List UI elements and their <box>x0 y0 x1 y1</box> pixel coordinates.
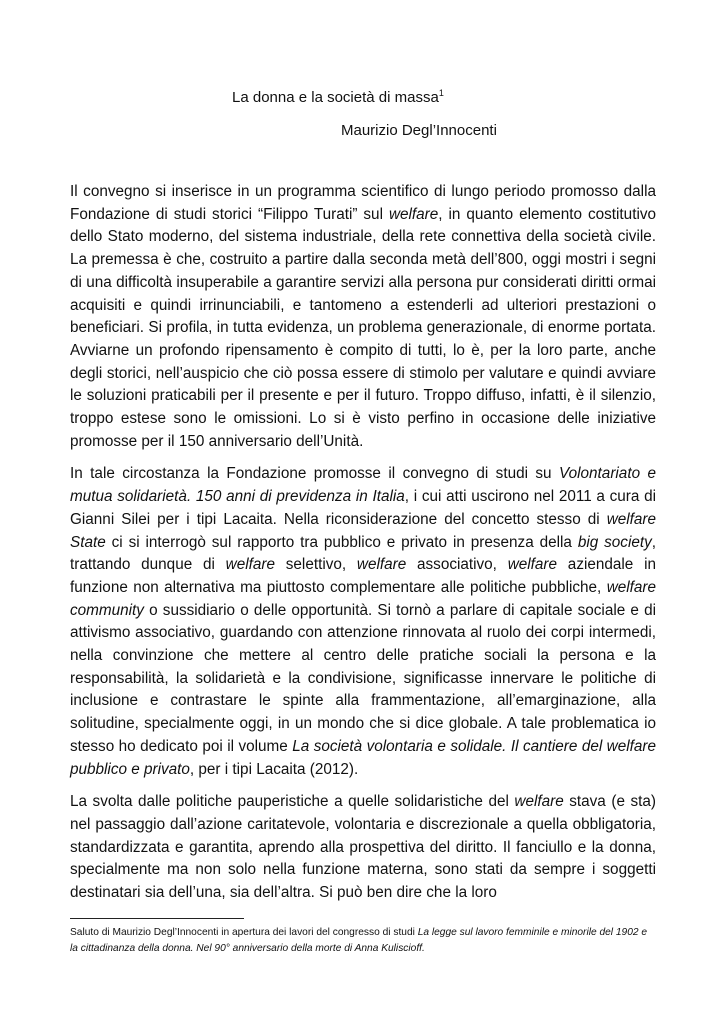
paragraph-2 <box>70 463 656 781</box>
footnote-divider <box>70 918 244 919</box>
p1-text: Il convegno si inserisce in un programma scientifico di lungo periodo promosso dalla Fondazione di studi storici “Filippo Turati” sul welfare, in quanto elemento costitutivo dello Stato moderno, del sistema industriale, della rete connettiva della società civile. La premessa è che, costruito a partire dalla seconda metà dell’800, oggi mostri i segni di una difficoltà insuperabile a garantire servizi alla persona pur considerati diritti ormai acquisiti e quindi irrinunciabili, e tantomeno a estenderli ad ulteriori prestazioni o beneficiari. Si profila, in tutta evidenza, un problema generazionale, di enorme portata. Avviarne un profondo ripensamento è compito di tutti, lo è, per la loro parte, anche degli storici, nell’auspicio che ciò possa essere di stimolo per valutare e quindi avviare le soluzioni praticabili per il presente e per il futuro. Troppo diffuso, infatti, è il silenzio, troppo estese sono le omissioni. Lo si è visto perfino in occasione delle iniziative promosse per il 150 anniversario dell’Unità. <box>70 183 656 450</box>
paragraph-3 <box>70 791 656 905</box>
paragraph-1 <box>70 181 656 453</box>
document-title <box>232 88 444 106</box>
body-text <box>70 181 656 915</box>
p2-text: In tale circostanza la Fondazione promosse il convegno di studi su Volontariato e mutua solidarietà. 150 anni di previdenza in Italia, i cui atti uscirono nel 2011 a cura di Gianni Silei per i tipi Lacaita. Nella riconsiderazione del concetto stesso di welfare State ci si interrogò sul rapporto tra pubblico e privato in presenza della big society, trattando dunque di welfare selettivo, welfare associativo, welfare aziendale in funzione non alternativa ma piuttosto complementare alle politiche pubbliche, welfare community o sussidiario o delle opportunità. Si tornò a parlare di capitale sociale e di attivismo associativo, guardando con attenzione rinnovata al ruolo dei corpi intermedi, nella convinzione che mettere al centro delle pratiche sociali la persona e la responsabilità, la solidarietà e la condivisione, significasse innervare le politiche di inclusione e contrastare le spinte alla frammentazione, all’emarginazione, alla solitudine, specialmente oggi, in un mondo che si dice globale. A tale problematica io stesso ho dedicato poi il volume La società volontaria e solidale. Il cantiere del welfare pubblico e privato, per i tipi Lacaita (2012). <box>70 465 657 778</box>
p3-text: La svolta dalle politiche pauperistiche a quelle solidaristiche del welfare stava (e sta) nel passaggio dall’azione caritatevole, volontaria e discrezionale a quella obbligatoria, standardizzata e garantita, aprendo alla prospettiva del diritto. Il fanciullo e la donna, specialmente ma non solo nella funzione materna, sono stati da sempre i soggetti destinatari sia dell’una, sia dell’altra. Si può ben dire che la loro <box>70 793 656 902</box>
footnote-text: Saluto di Maurizio Degl’Innocenti in apertura dei lavori del congresso di studi La legge sul lavoro femminile e minorile del 1902 e la cittadinanza della donna. Nel 90° anniversario della morte di Anna Kuliscioff. <box>70 927 648 954</box>
footnote-marker[interactable]: 1 <box>438 88 444 98</box>
author-name: Maurizio Degl’Innocenti <box>341 122 497 139</box>
footnote <box>70 925 656 956</box>
title-text: La donna e la società di massa <box>232 89 439 106</box>
